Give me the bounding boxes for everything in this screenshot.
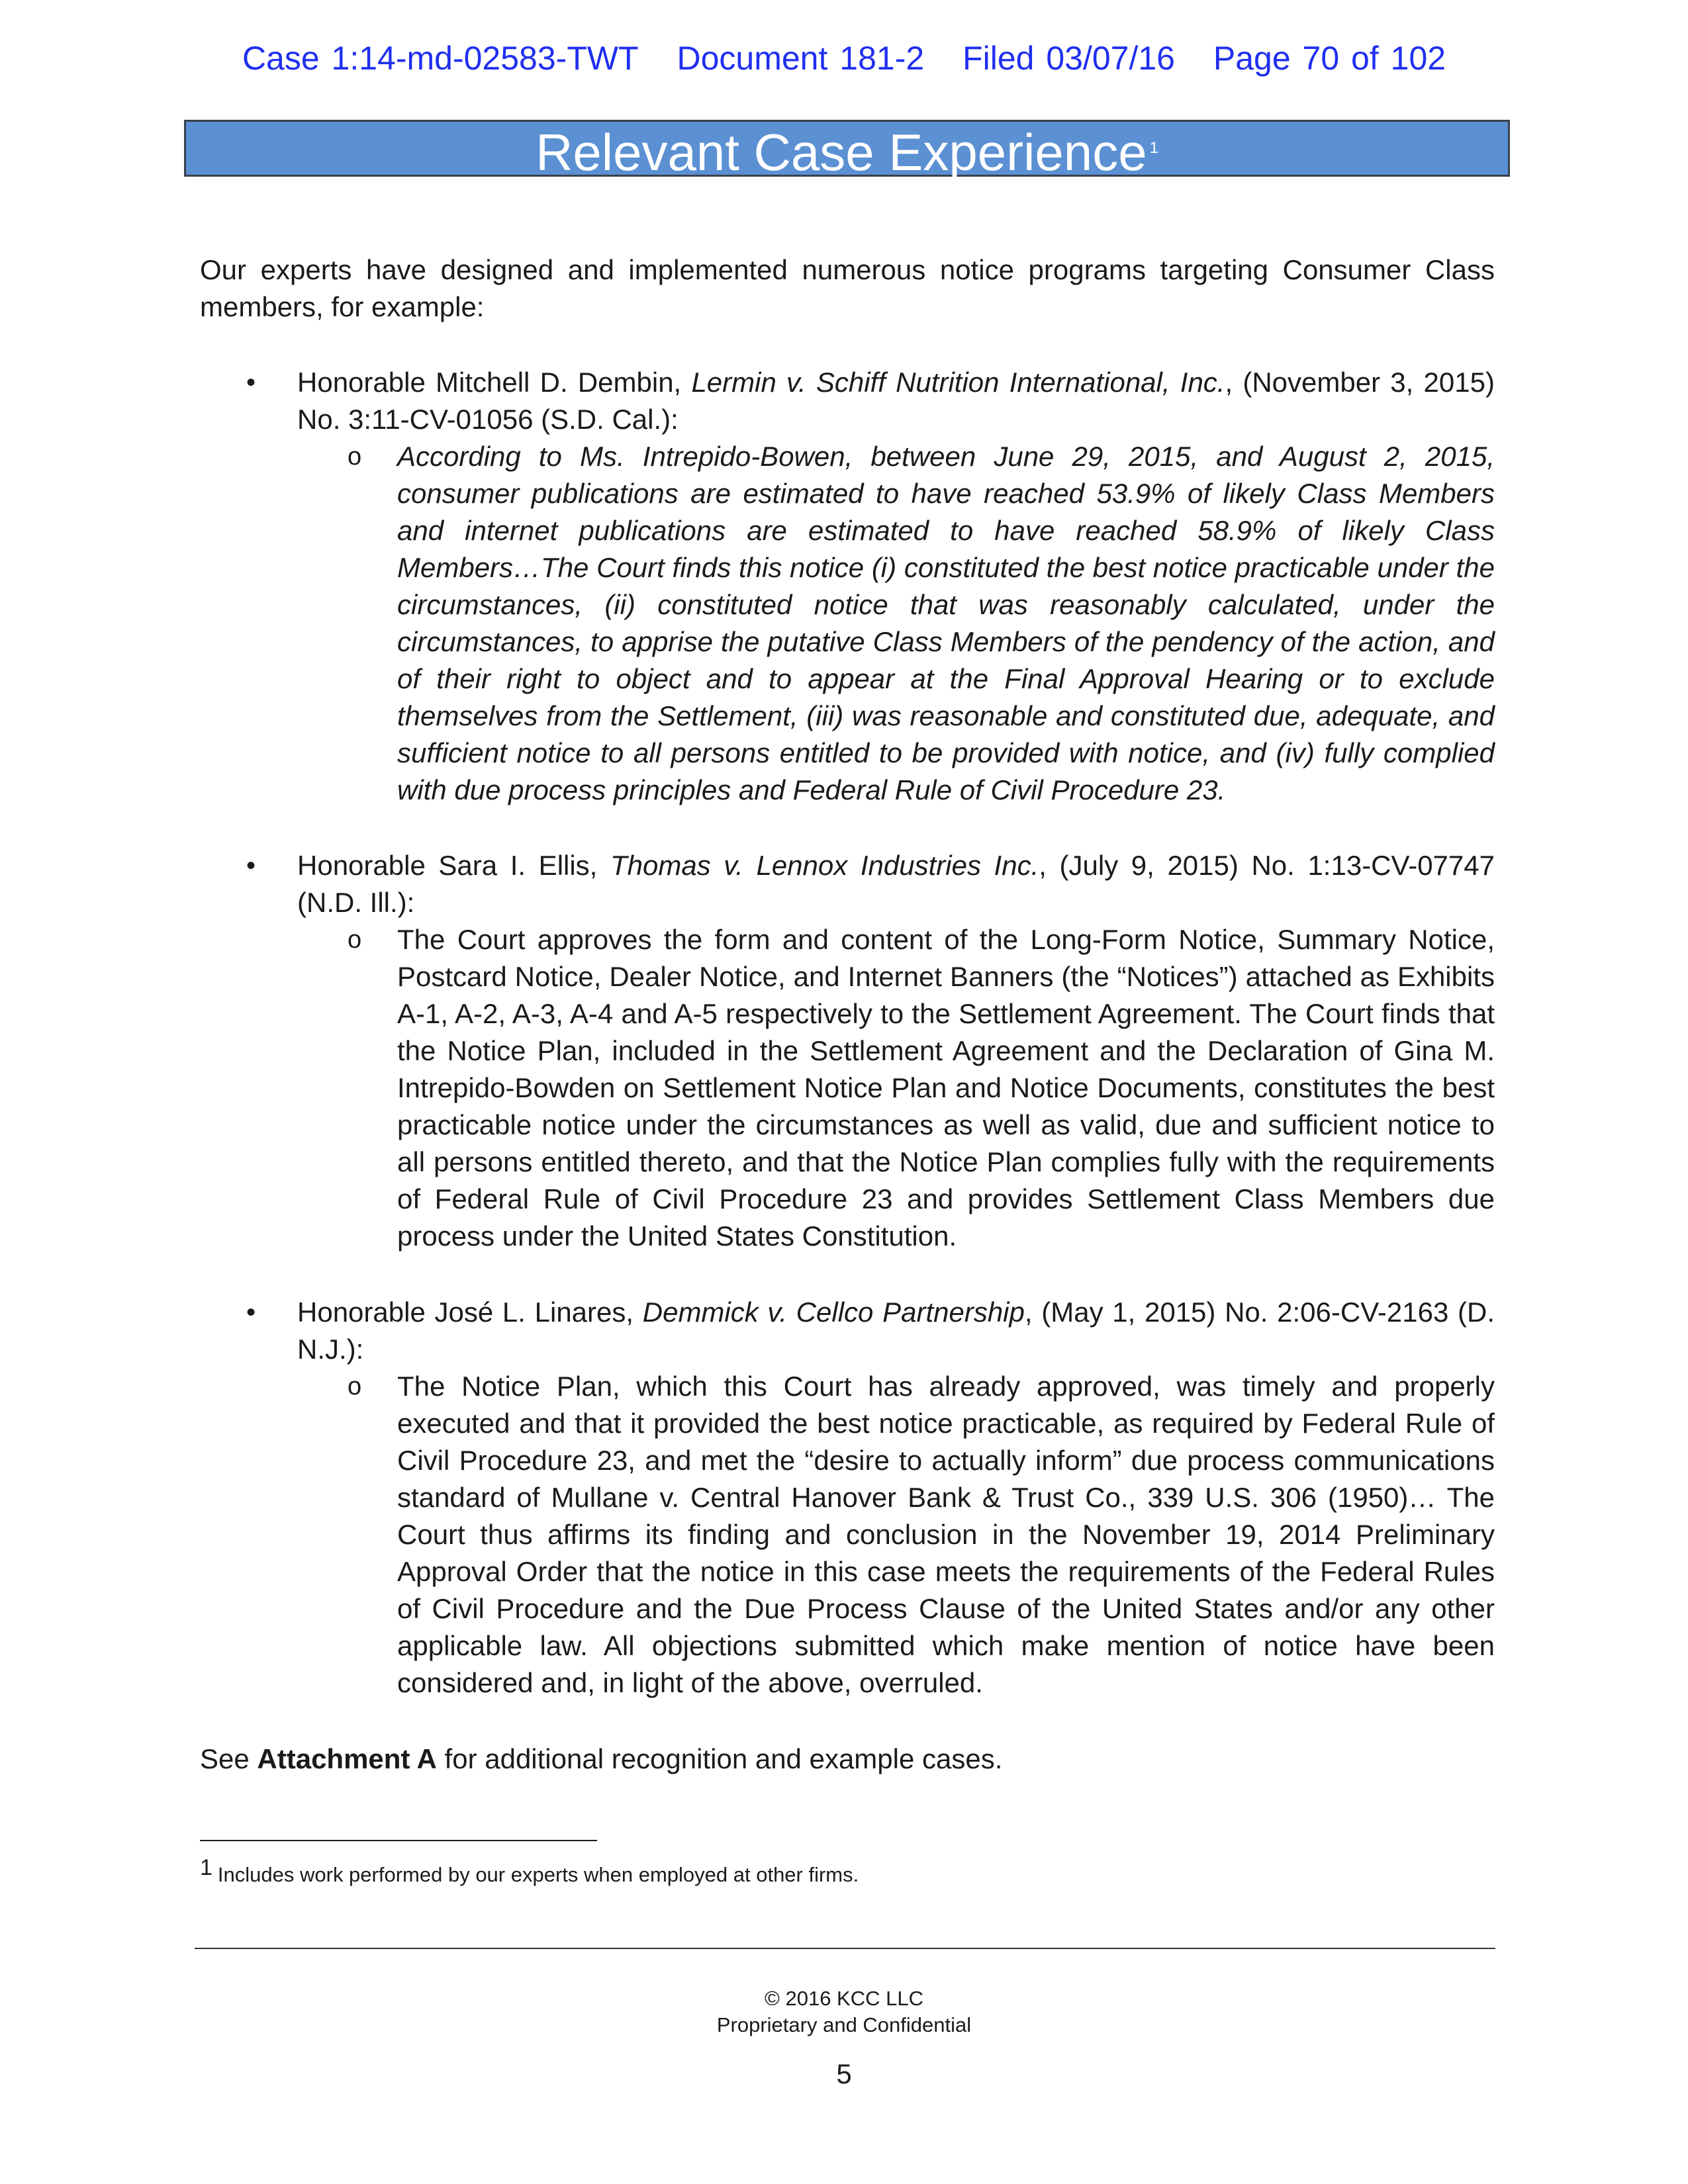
footer-divider xyxy=(195,1948,1495,1949)
confidential-line: Proprietary and Confidential xyxy=(716,2013,972,2036)
page-number: 5 xyxy=(836,2058,852,2089)
case-details: , (July 9, 2015) No. 1:13-CV-07747 (N.D. Ill.): xyxy=(297,850,1495,918)
case-name: Demmick v. Cellco Partnership xyxy=(642,1297,1025,1328)
case-name: Lermin v. Schiff Nutrition International, Inc. xyxy=(691,367,1225,398)
footnote-text: Includes work performed by our experts when employed at other firms. xyxy=(217,1863,859,1886)
sub-bullet-icon: o xyxy=(348,926,362,954)
bullet-icon: • xyxy=(246,851,256,880)
sub-bullet-icon: o xyxy=(348,1373,362,1400)
judge-name: Honorable José L. Linares, xyxy=(297,1297,643,1328)
case-citation xyxy=(297,847,1495,921)
bullet-icon: • xyxy=(246,368,256,397)
case-citation xyxy=(297,364,1495,438)
case-details: , (November 3, 2015) No. 3:11-CV-01056 (S.D. Cal.): xyxy=(297,367,1495,435)
footnote-divider xyxy=(200,1840,597,1841)
court-quote: The Notice Plan, which this Court has already approved, was timely and properly executed and that it provided the best notice practicable, as required by Federal Rule of Civil Procedure 23, and met the “desire to actually inform” due process communications standard of Mullane v. Central Hanover Bank & Trust Co., 339 U.S. 306 (1950)… The Court thus affirms its finding and conclusion in the November 19, 2014 Preliminary Approval Order that the notice in this case meets the requirements of the Federal Rules of Civil Procedure and the Due Process Clause of the United States and/or any other applicable law. All objections submitted which make mention of notice have been considered and, in light of the above, overruled. xyxy=(397,1371,1495,1698)
footnote-mark: 1 xyxy=(200,1855,212,1880)
see-suffix: for additional recognition and example cases. xyxy=(436,1743,1003,1774)
case-details: , (May 1, 2015) No. 2:06-CV-2163 (D. N.J.): xyxy=(297,1297,1495,1365)
case-name: Thomas v. Lennox Industries Inc. xyxy=(610,850,1039,881)
filed-date: Filed 03/07/16 xyxy=(962,40,1175,77)
intro-paragraph: Our experts have designed and implemented numerous notice programs targeting Consumer Class members, for example: xyxy=(200,254,1495,322)
section-title-bar xyxy=(184,120,1510,181)
sub-bullet-icon: o xyxy=(348,443,362,471)
footnote xyxy=(200,1853,859,1889)
document-number: Document 181-2 xyxy=(677,40,925,77)
bullet-icon: • xyxy=(246,1298,256,1327)
court-quote: According to Ms. Intrepido-Bowen, between June 29, 2015, and August 2, 2015, consumer publications are estimated to have reached 53.9% of likely Class Members and internet publications are estimated to have reached 58.9% of likely Class Members…The Court finds this notice (i) constituted the best notice practicable under the circumstances, (ii) constituted notice that was reasonably calculated, under the circumstances, to apprise the putative Class Members of the pendency of the action, and of their right to object and to appear at the Final Approval Hearing or to exclude themselves from the Settlement, (iii) was reasonable and constituted due, adequate, and sufficient notice to all persons entitled to be provided with notice, and (iv) fully complied with due process principles and Federal Rule of Civil Procedure 23. xyxy=(397,441,1495,805)
title-footnote-mark: 1 xyxy=(1149,139,1158,157)
case-header xyxy=(0,34,1688,82)
judge-name: Honorable Mitchell D. Dembin, xyxy=(297,367,692,398)
see-attachment-line xyxy=(200,1741,1495,1778)
case-citation xyxy=(297,1294,1495,1368)
copyright-line: © 2016 KCC LLC xyxy=(765,1987,923,2010)
attachment-reference: Attachment A xyxy=(257,1743,437,1774)
case-number: Case 1:14-md-02583-TWT xyxy=(242,40,639,77)
judge-name: Honorable Sara I. Ellis, xyxy=(297,850,610,881)
court-quote: The Court approves the form and content of the Long-Form Notice, Summary Notice, Postcard Notice, Dealer Notice, and Internet Banners (the “Notices”) attached as Exhibits A-1, A-2, A-3, A-4 and A-5 respectively to the Settlement Agreement. The Court finds that the Notice Plan, included in the Settlement Agreement and the Declaration of Gina M. Intrepido-Bowden on Settlement Notice Plan and Notice Documents, constitutes the best practicable notice under the circumstances as well as valid, due and sufficient notice to all persons entitled thereto, and that the Notice Plan complies fully with the requirements of Federal Rule of Civil Procedure 23 and provides Settlement Class Members due process under the United States Constitution. xyxy=(397,924,1495,1251)
page-of-total: Page 70 of 102 xyxy=(1213,40,1446,77)
section-title: Relevant Case Experience xyxy=(536,123,1147,181)
see-prefix: See xyxy=(200,1743,258,1774)
